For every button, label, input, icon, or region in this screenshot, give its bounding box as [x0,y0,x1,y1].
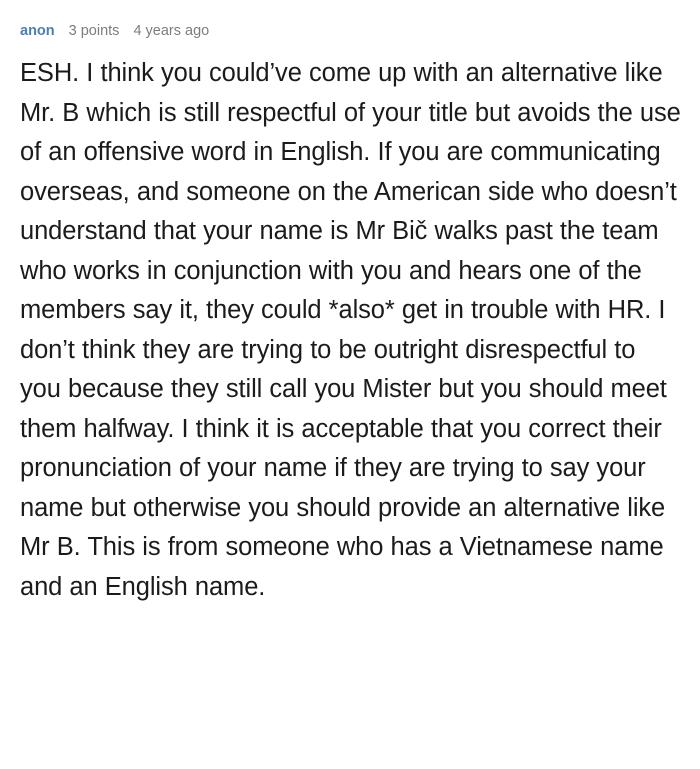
comment-meta [20,22,682,40]
comment-body: ESH. I think you could’ve come up with an alternative like Mr. B which is still respectful of your title but avoids the use of an offensive word in English. If you are communicating overseas, and someone on the American side who doesn’t understand that your name is Mr Bič walks past the team who works in conjunction with you and hears one of the members say it, they could *also* get in trouble with HR. I don’t think they are trying to be outright disrespectful to you because they still call you Mister but you should meet them halfway. I think it is acceptable that you correct their pronunciation of your name if they are trying to say your name but otherwise you should provide an alternative like Mr B. This is from someone who has a Vietnamese name and an English name. [20,59,681,601]
comment-age: 4 years ago [133,23,210,39]
comment-points: 3 points [68,23,120,39]
comment-author[interactable]: anon [20,23,55,39]
